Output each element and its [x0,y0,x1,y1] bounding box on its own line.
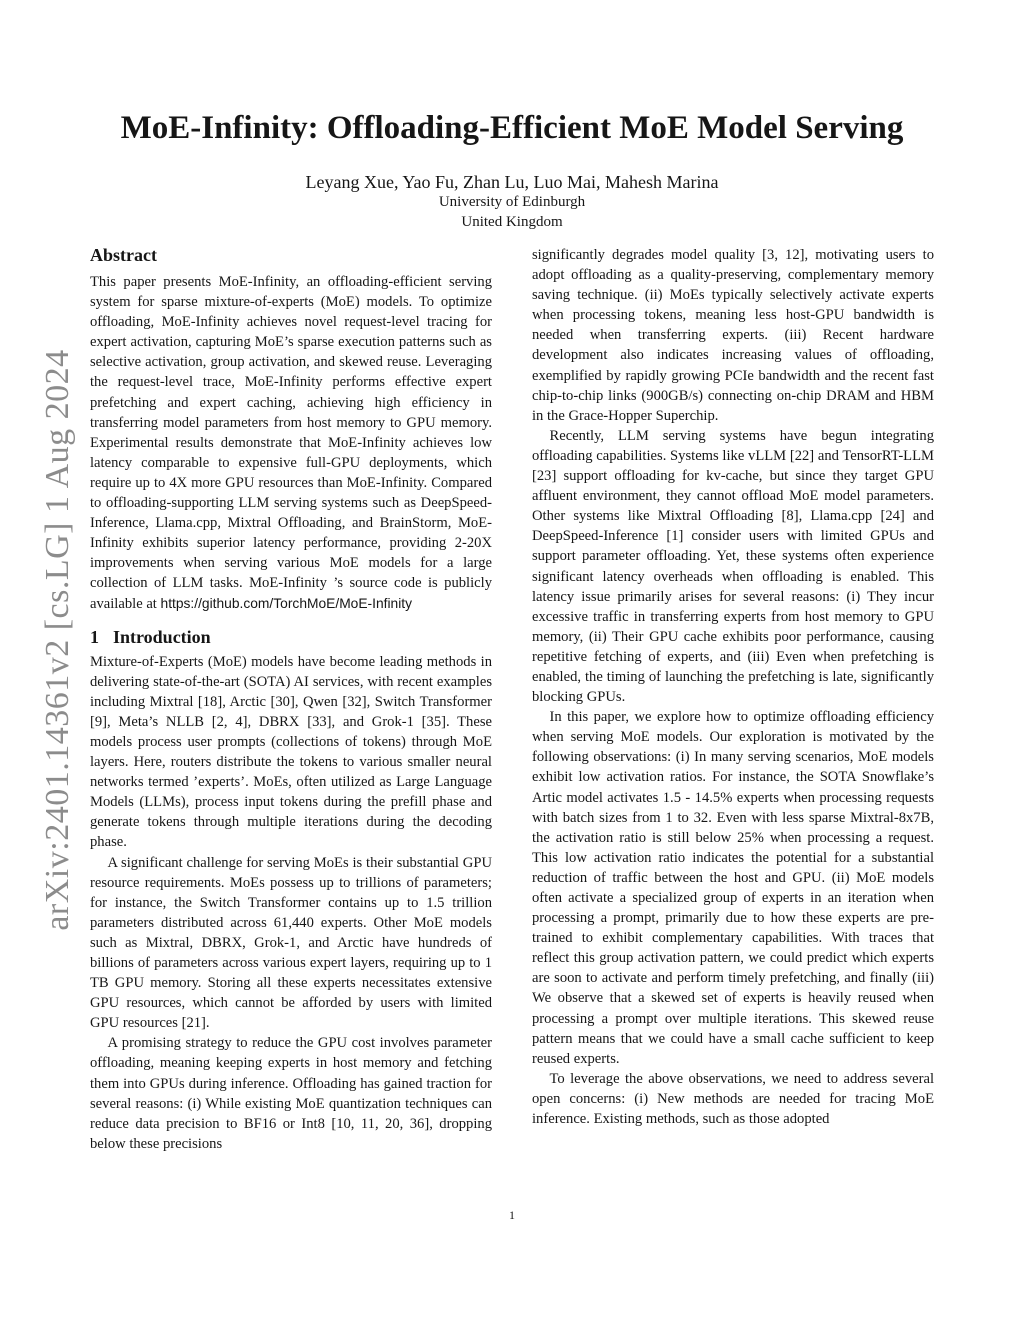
right-paragraph-4: To leverage the above observations, we need to address several open concerns: (i) New methods are needed for tracing MoE inference. Existing methods, such as those adopted [532,1070,934,1128]
right-column [532,245,934,1129]
right-paragraph-1: significantly degrades model quality [3, 12], motivating users to adopt offloading as a quality-preserving, complementary memory saving technique. (ii) MoEs typically selectively activate experts when processing tokens, meaning less host-GPU bandwidth is needed when transferring experts. (iii) Recent hardware development also indicates increasing values of offloading, exemplified by rapidly growing PCIe bandwidth and the recent fast chip-to-chip links (900GB/s) connecting on-chip DRAM and HBM in the Grace-Hopper Superchip. [532,247,934,424]
right-paragraph-2: Recently, LLM serving systems have begun integrating offloading capabilities. Systems like vLLM [22] and TensorRT-LLM [23] support offloading for kv-cache, but since they target GPU affluent environment, they cannot offload MoE model parameters. Other systems like Mixtral Offloading [8], Llama.cpp [24] and DeepSpeed-Inference [1] consider users with limited GPUs and support parameter offloading. Yet, these systems often experience significant latency overheads when offloading is enabled. This latency issue primarily arises for several reasons: (i) They incur excessive traffic in transferring experts from host memory to GPU memory, (ii) Their GPU cache exhibits poor performance, causing repetitive fetching of experts, and (iii) Even when prefetching is enabled, the timing of launching the prefetching is late, significantly blocking GPUs. [532,427,934,706]
section-number: 1 [90,626,99,647]
left-column [90,244,492,1154]
section-title: Introduction [113,626,211,647]
affiliation-institution: University of Edinburgh [438,194,586,210]
abstract-heading: Abstract [90,245,157,265]
page-number: 1 [509,1208,515,1222]
abstract-paragraph [90,272,492,614]
intro-paragraph-2: A significant challenge for serving MoEs is their substantial GPU resource requirements. MoEs possess up to trillions of parameters; for instance, the Switch Transformer contains up to 1.5 trillion parameters distributed across 61,440 experts. Other MoE models such as Mixtral, DBRX, Grok-1, and Arctic have hundreds of billions of parameters across various expert layers, requiring up to 1 TB GPU memory. Storing all these experts necessitates extensive GPU resources, which cannot be afforded by users with limited GPU resources [21]. [90,854,492,1032]
affiliation-country: United Kingdom [461,214,563,230]
author-list: Leyang Xue, Yao Fu, Zhan Lu, Luo Mai, Mahesh Marina [305,172,719,192]
source-code-link[interactable]: https://github.com/TorchMoE/MoE-Infinity [160,595,413,611]
paper-title: MoE-Infinity: Offloading-Efficient MoE Model Serving [120,110,904,146]
right-paragraph-3: In this paper, we explore how to optimize offloading efficiency when serving MoE models. Our exploration is motivated by the following observations: (i) In many serving scenarios, MoE models exhibit low activation ratios. For instance, the SOTA Snowflake’s Artic model activates 1.5 - 14.5% experts when processing requests with batch sizes from 1 to 32. Even with less sparse Mixtral-8x7B, the activation ratio is still below 25% when processing a request. This low activation ratio indicates the potential for a substantial reduction of traffic between the host and GPU. (ii) MoE models often activate a specialized group of experts in an iteration when processing a prompt, primarily due to how these experts are pre-trained to exhibit complementary capabilities. With traces that reflect this group activation pattern, we could predict which experts are soon to activate and perform timely prefetching, and finally (iii) We observe that a skewed set of experts is heavily reused when processing a prompt over multiple iterations. This skewed reuse pattern means that we could have a small cache sufficient to keep reused experts. [532,709,934,1067]
introduction-heading [90,626,492,648]
intro-paragraph-3: A promising strategy to reduce the GPU cost involves parameter offloading, meaning keeping experts in host memory and fetching them into GPUs during inference. Offloading has gained traction for several reasons: (i) While existing MoE quantization techniques can reduce data precision to BF16 or Int8 [10, 11, 20, 36], dropping below these precisions [90,1035,492,1152]
arxiv-stamp: arXiv:2401.14361v2 [cs.LG] 1 Aug 2024 [39,349,76,931]
abstract-text: This paper presents MoE-Infinity, an offloading-efficient serving system for sparse mixture-of-experts (MoE) models. To optimize offloading, MoE-Infinity achieves novel request-level tracing for expert activation, capturing MoE’s sparse execution patterns such as selective activation, group activation, and skewed reuse. Leveraging the request-level trace, MoE-Infinity performs effective expert prefetching and expert caching, achieving high efficiency in transferring model parameters from host memory to GPU memory. Experimental results demonstrate that MoE-Infinity achieves low latency comparable to expensive full-GPU deployments, which require up to 4X more GPU resources than MoE-Infinity. Compared to offloading-supporting LLM serving systems such as DeepSpeed-Inference, Llama.cpp, Mixtral Offloading, and BrainStorm, MoE-Infinity exhibits superior latency performance, providing 2-20X improvements when serving various MoE models for a large collection of LLM tasks. MoE-Infinity ’s source code is publicly available at [90,274,492,612]
intro-paragraph-1: Mixture-of-Experts (MoE) models have become leading methods in delivering state-of-the-art (SOTA) AI services, with recent examples including Mixtral [18], Arctic [30], Qwen [32], Switch Transformer [9], Meta’s NLLB [2, 4], DBRX [33], and Grok-1 [35]. These models process user prompts (collections of tokens) through MoE layers. Here, routers distribute the tokens to various smaller neural networks termed ’experts’. MoEs, often utilized as Large Language Models (LLMs), process input tokens during the prefill phase and generate tokens through multiple iterations during the decoding phase. [90,653,492,851]
